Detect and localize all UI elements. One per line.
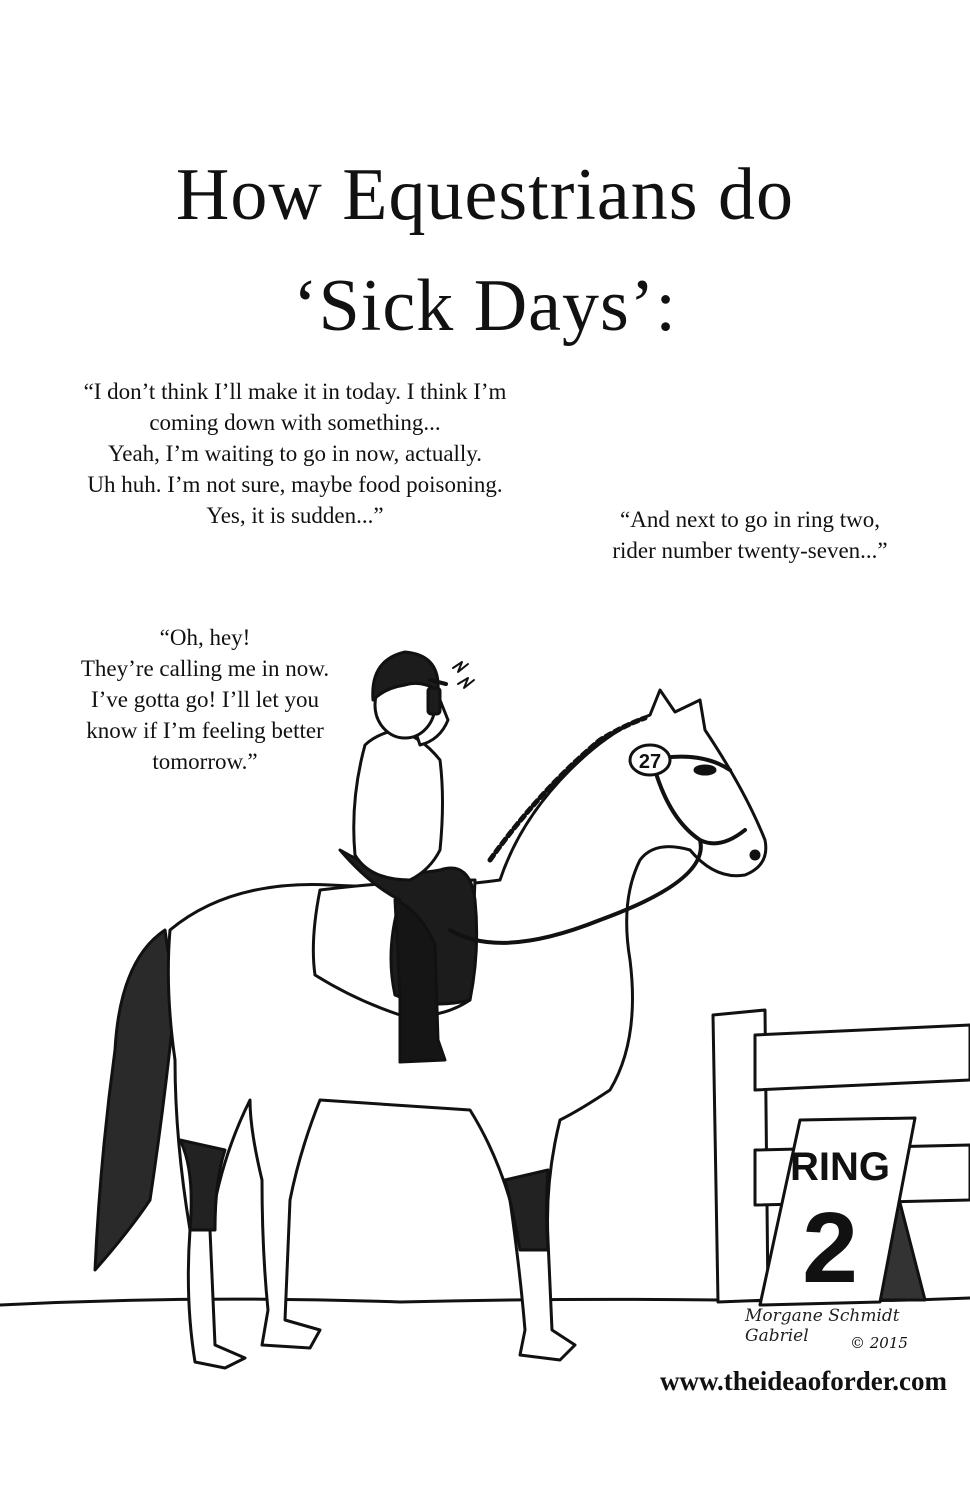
nostril bbox=[751, 851, 759, 859]
sound-squiggle bbox=[458, 678, 474, 688]
quote-line: “I don’t think I’ll make it in today. I think I’m bbox=[83, 379, 507, 404]
quote-line: know if I’m feeling better bbox=[86, 718, 324, 743]
horse-tail bbox=[95, 930, 175, 1270]
phone-call-quote bbox=[60, 376, 530, 531]
quote-line: Uh huh. I’m not sure, maybe food poisoning. bbox=[87, 472, 503, 497]
ring-sign-word: RING bbox=[790, 1145, 890, 1189]
quote-line: “Oh, hey! bbox=[159, 625, 251, 650]
page-title bbox=[0, 140, 970, 362]
quote-line: Yes, it is sudden...” bbox=[206, 503, 384, 528]
quote-line: tomorrow.” bbox=[152, 749, 258, 774]
horse-and-rider-illustration bbox=[0, 590, 970, 1494]
quote-line: coming down with something... bbox=[149, 410, 441, 435]
phone-icon bbox=[428, 688, 440, 714]
quote-line: They’re calling me in now. bbox=[80, 656, 330, 681]
bridle-number: 27 bbox=[638, 751, 662, 773]
horse-body bbox=[168, 690, 766, 1368]
quote-line: Yeah, I’m waiting to go in now, actually. bbox=[107, 441, 483, 466]
artist-signature: Morgane Schmidt Gabriel bbox=[745, 1306, 900, 1346]
quote-line: “And next to go in ring two, bbox=[620, 507, 880, 532]
copyright: © 2015 bbox=[850, 1334, 908, 1352]
sound-squiggle bbox=[453, 662, 468, 672]
title-line-1: How Equestrians do bbox=[175, 154, 795, 236]
fence-rail bbox=[755, 1025, 970, 1090]
horse-leg-marking bbox=[505, 1170, 548, 1250]
ring-sign-number: 2 bbox=[802, 1192, 858, 1304]
rider-jacket bbox=[354, 730, 443, 880]
announcer-quote bbox=[580, 504, 920, 566]
website-url: www.theideaoforder.com bbox=[660, 1366, 947, 1396]
title-line-2: ‘Sick Days’: bbox=[293, 265, 677, 347]
horse-eye bbox=[695, 766, 715, 774]
quote-line: I’ve gotta go! I’ll let you bbox=[90, 687, 319, 712]
quote-line: rider number twenty-seven...” bbox=[612, 538, 888, 563]
